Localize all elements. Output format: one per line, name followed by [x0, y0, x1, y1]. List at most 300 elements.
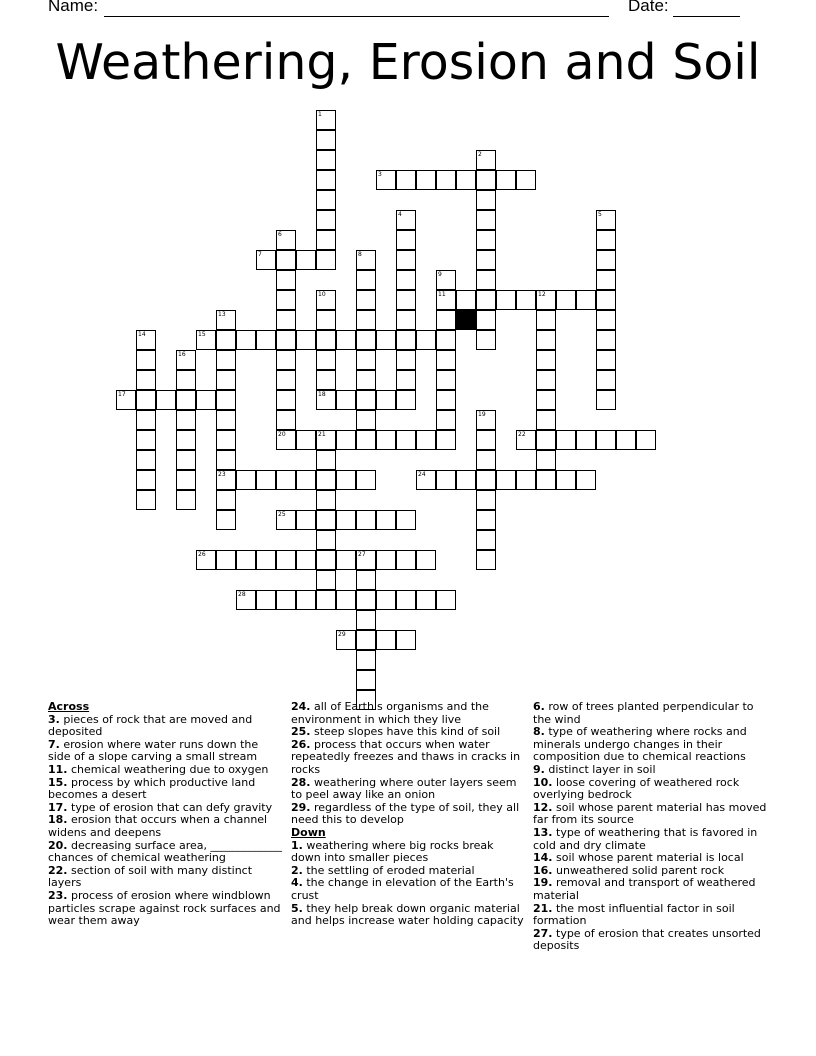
grid-cell[interactable]	[316, 290, 336, 310]
grid-cell[interactable]	[576, 430, 596, 450]
grid-cell[interactable]	[396, 390, 416, 410]
clue-text: decreasing surface area, _____________ chances of chemical weathering	[48, 838, 282, 865]
grid-cell[interactable]	[176, 410, 196, 430]
grid-cell[interactable]	[396, 210, 416, 230]
grid-cell[interactable]	[376, 390, 396, 410]
grid-cell[interactable]	[516, 290, 536, 310]
grid-cell[interactable]	[276, 390, 296, 410]
grid-cell[interactable]	[476, 190, 496, 210]
grid-cell[interactable]	[136, 490, 156, 510]
grid-cell[interactable]	[456, 170, 476, 190]
grid-cell[interactable]	[316, 170, 336, 190]
clue-item	[48, 865, 282, 890]
grid-cell[interactable]	[436, 350, 456, 370]
grid-cell[interactable]	[356, 370, 376, 390]
grid-cell[interactable]	[396, 270, 416, 290]
grid-cell[interactable]	[136, 390, 156, 410]
grid-cell[interactable]	[216, 370, 236, 390]
grid-cell[interactable]	[136, 470, 156, 490]
grid-cell[interactable]	[236, 470, 256, 490]
clue-text: type of weathering that is favored in cold and dry climate	[533, 825, 758, 852]
grid-cell[interactable]	[296, 550, 316, 570]
grid-cell[interactable]	[396, 310, 416, 330]
grid-cell[interactable]	[316, 490, 336, 510]
grid-cell[interactable]	[476, 210, 496, 230]
grid-cell[interactable]	[356, 430, 376, 450]
grid-cell[interactable]	[316, 130, 336, 150]
grid-cell[interactable]	[216, 470, 236, 490]
grid-cell[interactable]	[376, 170, 396, 190]
grid-cell[interactable]	[356, 550, 376, 570]
grid-cell[interactable]	[316, 530, 336, 550]
grid-cell[interactable]	[236, 550, 256, 570]
grid-cell[interactable]	[136, 410, 156, 430]
grid-cell[interactable]	[596, 390, 616, 410]
grid-cell[interactable]	[316, 230, 336, 250]
grid-cell[interactable]	[596, 330, 616, 350]
grid-cell[interactable]	[276, 290, 296, 310]
grid-cell[interactable]	[476, 150, 496, 170]
clue-number: 17	[118, 391, 126, 398]
grid-cell[interactable]	[536, 470, 556, 490]
grid-cell[interactable]	[476, 230, 496, 250]
clue-text: weathering where big rocks break down into smaller pieces	[291, 838, 494, 865]
page-title: Weathering, Erosion and Soil	[55, 34, 761, 91]
black-cell	[456, 310, 476, 330]
clue-text: the settling of eroded material	[306, 863, 475, 877]
grid-cell[interactable]	[596, 290, 616, 310]
grid-cell[interactable]	[356, 310, 376, 330]
grid-cell[interactable]	[156, 390, 176, 410]
grid-cell[interactable]	[596, 350, 616, 370]
clue-number: 5	[598, 211, 602, 218]
grid-cell[interactable]	[356, 350, 376, 370]
grid-cell[interactable]	[476, 530, 496, 550]
clue-item	[48, 777, 282, 802]
grid-cell[interactable]	[596, 370, 616, 390]
grid-cell[interactable]	[476, 310, 496, 330]
grid-cell[interactable]	[356, 390, 376, 410]
clue-text: the change in elevation of the Earth's crust	[291, 876, 514, 902]
grid-cell[interactable]	[216, 330, 236, 350]
clue-text: erosion where water runs down the side of a slope carving a small stream	[48, 737, 259, 764]
grid-cell[interactable]	[436, 470, 456, 490]
clue-item	[291, 903, 525, 928]
grid-cell[interactable]	[556, 430, 576, 450]
grid-cell[interactable]	[236, 590, 256, 610]
grid-cell[interactable]	[376, 630, 396, 650]
clue-item	[48, 739, 282, 764]
grid-cell[interactable]	[216, 550, 236, 570]
grid-cell[interactable]	[256, 590, 276, 610]
grid-cell[interactable]	[276, 590, 296, 610]
clue-number-label: 22.	[48, 863, 68, 877]
grid-cell[interactable]	[456, 290, 476, 310]
grid-cell[interactable]	[276, 310, 296, 330]
grid-cell[interactable]	[296, 590, 316, 610]
grid-cell[interactable]	[136, 350, 156, 370]
clue-number: 26	[198, 551, 206, 558]
grid-cell[interactable]	[316, 470, 336, 490]
clue-item	[48, 890, 282, 928]
grid-cell[interactable]	[336, 630, 356, 650]
grid-cell[interactable]	[276, 330, 296, 350]
grid-cell[interactable]	[436, 170, 456, 190]
grid-cell[interactable]	[216, 430, 236, 450]
grid-cell[interactable]	[536, 370, 556, 390]
grid-cell[interactable]	[276, 250, 296, 270]
clue-text: soil whose parent material has moved far from its source	[533, 800, 767, 827]
grid-cell[interactable]	[476, 470, 496, 490]
grid-cell[interactable]	[396, 590, 416, 610]
grid-cell[interactable]	[316, 330, 336, 350]
grid-cell[interactable]	[176, 390, 196, 410]
grid-cell[interactable]	[296, 430, 316, 450]
grid-cell[interactable]	[536, 330, 556, 350]
grid-cell[interactable]	[356, 570, 376, 590]
grid-cell[interactable]	[336, 390, 356, 410]
grid-cell[interactable]	[196, 330, 216, 350]
grid-cell[interactable]	[256, 250, 276, 270]
clue-item	[291, 777, 525, 802]
grid-cell[interactable]	[136, 330, 156, 350]
grid-cell[interactable]	[216, 490, 236, 510]
clue-item	[291, 739, 525, 777]
grid-cell[interactable]	[216, 450, 236, 470]
grid-cell[interactable]	[296, 250, 316, 270]
grid-cell[interactable]	[576, 290, 596, 310]
clue-number: 18	[318, 391, 326, 398]
grid-cell[interactable]	[356, 510, 376, 530]
grid-cell[interactable]	[216, 350, 236, 370]
grid-cell[interactable]	[396, 510, 416, 530]
clue-number-label: 23.	[48, 888, 68, 902]
grid-cell[interactable]	[316, 210, 336, 230]
grid-cell[interactable]	[176, 430, 196, 450]
grid-cell[interactable]	[636, 430, 656, 450]
grid-cell[interactable]	[396, 250, 416, 270]
grid-cell[interactable]	[476, 450, 496, 470]
grid-cell[interactable]	[316, 590, 336, 610]
grid-cell[interactable]	[216, 390, 236, 410]
down-heading: Down	[291, 825, 326, 839]
grid-cell[interactable]	[496, 170, 516, 190]
clue-number: 4	[398, 211, 402, 218]
grid-cell[interactable]	[416, 590, 436, 610]
clue-number-label: 9.	[533, 762, 545, 776]
clue-number-label: 4.	[291, 876, 303, 890]
grid-cell[interactable]	[316, 430, 336, 450]
grid-cell[interactable]	[436, 270, 456, 290]
grid-cell[interactable]	[356, 290, 376, 310]
grid-cell[interactable]	[396, 630, 416, 650]
grid-cell[interactable]	[136, 370, 156, 390]
clues-column-3	[533, 701, 769, 953]
grid-cell[interactable]	[316, 450, 336, 470]
grid-cell[interactable]	[116, 390, 136, 410]
clue-text: process of erosion where windblown particles scrape against rock surfaces and wear them away	[48, 888, 281, 928]
grid-cell[interactable]	[336, 510, 356, 530]
clue-number: 13	[218, 311, 226, 318]
clue-text: removal and transport of weathered material	[533, 876, 756, 902]
grid-cell[interactable]	[536, 390, 556, 410]
grid-cell[interactable]	[276, 370, 296, 390]
clue-number-label: 24.	[291, 700, 311, 713]
grid-cell[interactable]	[536, 310, 556, 330]
grid-cell[interactable]	[356, 470, 376, 490]
grid-cell[interactable]	[356, 630, 376, 650]
clue-number: 14	[138, 331, 146, 338]
grid-cell[interactable]	[596, 270, 616, 290]
clue-item	[533, 777, 769, 802]
grid-cell[interactable]	[476, 430, 496, 450]
clue-item	[48, 714, 282, 739]
grid-cell[interactable]	[236, 330, 256, 350]
grid-cell[interactable]	[136, 450, 156, 470]
grid-cell[interactable]	[416, 330, 436, 350]
clue-number: 1	[318, 111, 322, 118]
grid-cell[interactable]	[596, 250, 616, 270]
grid-cell[interactable]	[476, 270, 496, 290]
grid-cell[interactable]	[396, 370, 416, 390]
grid-cell[interactable]	[556, 290, 576, 310]
grid-cell[interactable]	[316, 310, 336, 330]
grid-cell[interactable]	[356, 590, 376, 610]
grid-cell[interactable]	[316, 250, 336, 270]
grid-cell[interactable]	[576, 470, 596, 490]
grid-cell[interactable]	[316, 190, 336, 210]
grid-cell[interactable]	[396, 550, 416, 570]
grid-cell[interactable]	[596, 430, 616, 450]
grid-cell[interactable]	[376, 550, 396, 570]
grid-cell[interactable]	[556, 470, 576, 490]
grid-cell[interactable]	[316, 390, 336, 410]
grid-cell[interactable]	[456, 470, 476, 490]
grid-cell[interactable]	[476, 550, 496, 570]
grid-cell[interactable]	[436, 310, 456, 330]
grid-cell[interactable]	[336, 590, 356, 610]
clue-number-label: 21.	[533, 901, 553, 915]
clue-number-label: 15.	[48, 775, 68, 789]
grid-cell[interactable]	[476, 510, 496, 530]
clue-number: 22	[518, 431, 526, 438]
grid-cell[interactable]	[316, 350, 336, 370]
clue-number-label: 19.	[533, 876, 553, 890]
clue-number-label: 13.	[533, 825, 553, 839]
grid-cell[interactable]	[256, 550, 276, 570]
grid-cell[interactable]	[176, 450, 196, 470]
clue-number-label: 27.	[533, 926, 553, 940]
clue-text: weathering where outer layers seem to peel away like an onion	[291, 775, 517, 802]
clue-number: 8	[358, 251, 362, 258]
grid-cell[interactable]	[296, 510, 316, 530]
grid-cell[interactable]	[436, 390, 456, 410]
clue-number-label: 14.	[533, 851, 553, 865]
grid-cell[interactable]	[596, 230, 616, 250]
grid-cell[interactable]	[296, 470, 316, 490]
grid-cell[interactable]	[336, 470, 356, 490]
grid-cell[interactable]	[536, 350, 556, 370]
grid-cell[interactable]	[316, 110, 336, 130]
grid-cell[interactable]	[176, 470, 196, 490]
clue-text: loose covering of weathered rock overlying bedrock	[533, 775, 740, 802]
clue-text: chemical weathering due to oxygen	[71, 762, 269, 776]
clue-text: the most influential factor in soil formation	[533, 901, 735, 928]
clues-column-1	[48, 701, 282, 928]
grid-cell[interactable]	[476, 490, 496, 510]
clue-number: 29	[338, 631, 346, 638]
clue-item	[48, 840, 282, 865]
clue-number-label: 11.	[48, 762, 68, 776]
clue-text: erosion that occurs when a channel widens and deepens	[48, 813, 268, 839]
clue-number: 10	[318, 291, 326, 298]
grid-cell[interactable]	[436, 330, 456, 350]
grid-cell[interactable]	[276, 270, 296, 290]
grid-cell[interactable]	[516, 170, 536, 190]
clue-number: 7	[258, 251, 262, 258]
grid-cell[interactable]	[336, 330, 356, 350]
grid-cell[interactable]	[396, 230, 416, 250]
grid-cell[interactable]	[336, 430, 356, 450]
clue-number: 12	[538, 291, 546, 298]
grid-cell[interactable]	[136, 430, 156, 450]
clue-item	[291, 840, 525, 865]
grid-cell[interactable]	[476, 410, 496, 430]
grid-cell[interactable]	[436, 590, 456, 610]
grid-cell[interactable]	[396, 330, 416, 350]
grid-cell[interactable]	[216, 310, 236, 330]
grid-cell[interactable]	[276, 550, 296, 570]
grid-cell[interactable]	[476, 330, 496, 350]
grid-cell[interactable]	[356, 250, 376, 270]
clue-item	[291, 802, 525, 827]
grid-cell[interactable]	[356, 670, 376, 690]
clue-text: they help break down organic material and helps increase water holding capacity	[291, 901, 524, 928]
grid-cell[interactable]	[216, 410, 236, 430]
across-heading: Across	[48, 700, 90, 713]
grid-cell[interactable]	[396, 170, 416, 190]
grid-cell[interactable]	[316, 550, 336, 570]
clue-number-label: 26.	[291, 737, 311, 751]
grid-cell[interactable]	[436, 290, 456, 310]
grid-cell[interactable]	[196, 390, 216, 410]
clue-number: 11	[438, 291, 446, 298]
clue-number: 20	[278, 431, 286, 438]
clue-number-label: 3.	[48, 712, 60, 726]
clue-number: 19	[478, 411, 486, 418]
grid-cell[interactable]	[256, 470, 276, 490]
clue-item	[291, 877, 525, 902]
clue-text: row of trees planted perpendicular to the wind	[533, 700, 754, 726]
clue-text: type of weathering where rocks and minerals undergo changes in their composition due to chemical reactions	[533, 725, 747, 764]
grid-cell[interactable]	[376, 430, 396, 450]
grid-cell[interactable]	[356, 610, 376, 630]
grid-cell[interactable]	[176, 490, 196, 510]
clue-number-label: 5.	[291, 901, 303, 915]
clue-text: process that occurs when water repeatedly freezes and thaws in cracks in rocks	[291, 737, 521, 776]
grid-cell[interactable]	[476, 170, 496, 190]
grid-cell[interactable]	[196, 550, 216, 570]
grid-cell[interactable]	[536, 430, 556, 450]
grid-cell[interactable]	[516, 470, 536, 490]
grid-cell[interactable]	[396, 430, 416, 450]
grid-cell[interactable]	[276, 510, 296, 530]
clue-number-label: 1.	[291, 838, 303, 852]
clue-number: 16	[178, 351, 186, 358]
grid-cell[interactable]	[496, 290, 516, 310]
clue-text: steep slopes have this kind of soil	[314, 725, 501, 739]
grid-cell[interactable]	[476, 250, 496, 270]
grid-cell[interactable]	[536, 290, 556, 310]
clue-number-label: 7.	[48, 737, 60, 751]
grid-cell[interactable]	[296, 330, 316, 350]
grid-cell[interactable]	[316, 510, 336, 530]
grid-cell[interactable]	[176, 370, 196, 390]
grid-cell[interactable]	[276, 230, 296, 250]
grid-cell[interactable]	[416, 470, 436, 490]
clue-number-label: 10.	[533, 775, 553, 789]
grid-cell[interactable]	[436, 370, 456, 390]
grid-cell[interactable]	[176, 350, 196, 370]
grid-cell[interactable]	[436, 410, 456, 430]
grid-cell[interactable]	[276, 350, 296, 370]
grid-cell[interactable]	[376, 330, 396, 350]
grid-cell[interactable]	[416, 170, 436, 190]
grid-cell[interactable]	[476, 290, 496, 310]
grid-cell[interactable]	[356, 330, 376, 350]
clue-text: regardless of the type of soil, they all need this to develop	[291, 800, 520, 827]
clue-number: 23	[218, 471, 226, 478]
grid-cell[interactable]	[316, 370, 336, 390]
grid-cell[interactable]	[376, 590, 396, 610]
grid-cell[interactable]	[276, 470, 296, 490]
clue-number-label: 29.	[291, 800, 311, 814]
grid-cell[interactable]	[356, 410, 376, 430]
grid-cell[interactable]	[436, 430, 456, 450]
grid-cell[interactable]	[356, 650, 376, 670]
grid-cell[interactable]	[216, 510, 236, 530]
clue-number-label: 25.	[291, 725, 311, 739]
grid-cell[interactable]	[536, 450, 556, 470]
grid-cell[interactable]	[616, 430, 636, 450]
grid-cell[interactable]	[276, 410, 296, 430]
grid-cell[interactable]	[276, 430, 296, 450]
grid-cell[interactable]	[516, 430, 536, 450]
grid-cell[interactable]	[396, 290, 416, 310]
grid-cell[interactable]	[496, 470, 516, 490]
clue-number: 9	[438, 271, 442, 278]
grid-cell[interactable]	[596, 210, 616, 230]
clue-number-label: 6.	[533, 700, 545, 713]
grid-cell[interactable]	[336, 550, 356, 570]
grid-cell[interactable]	[376, 510, 396, 530]
grid-cell[interactable]	[256, 330, 276, 350]
clue-number: 6	[278, 231, 282, 238]
grid-cell[interactable]	[356, 270, 376, 290]
grid-cell[interactable]	[416, 550, 436, 570]
clue-number: 2	[478, 151, 482, 158]
grid-cell[interactable]	[316, 570, 336, 590]
grid-cell[interactable]	[416, 430, 436, 450]
grid-cell[interactable]	[596, 310, 616, 330]
grid-cell[interactable]	[396, 350, 416, 370]
grid-cell[interactable]	[316, 150, 336, 170]
clue-number: 24	[418, 471, 426, 478]
name-label: Name:	[48, 0, 99, 15]
clue-number: 25	[278, 511, 286, 518]
grid-cell[interactable]	[536, 410, 556, 430]
clue-number-label: 8.	[533, 725, 545, 739]
